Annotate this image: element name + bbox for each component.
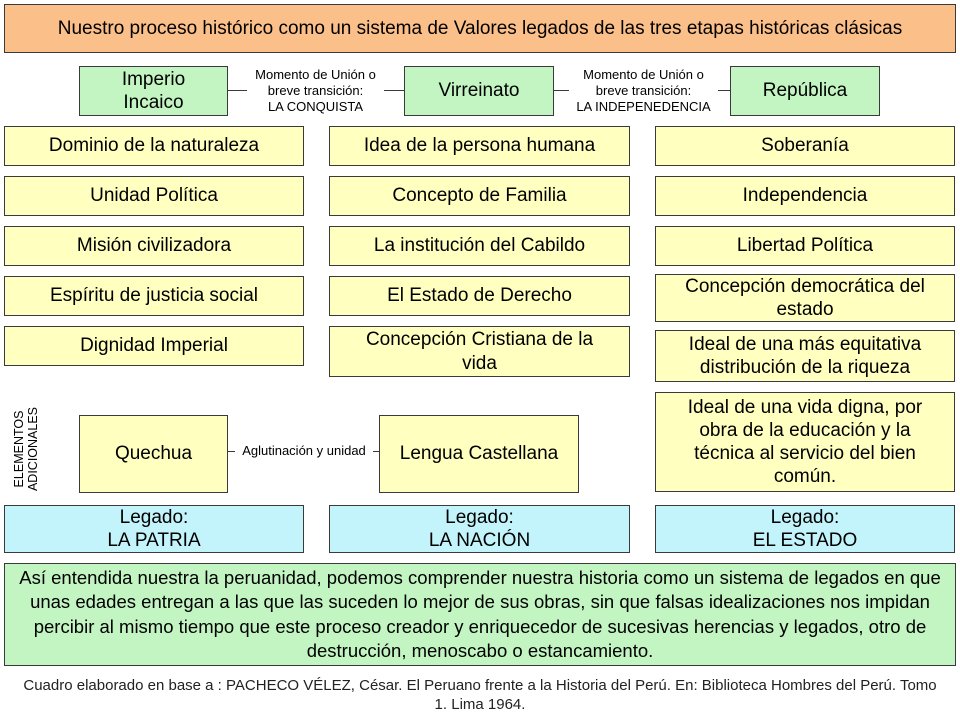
value-box-republica — [655, 392, 955, 492]
value-text: Dominio de la naturaleza — [48, 135, 260, 157]
stage-label: Virreinato — [438, 80, 520, 102]
conclusion-box — [4, 563, 956, 666]
value-box-incaico — [4, 126, 304, 166]
value-text: El Estado de Derecho — [387, 285, 572, 307]
additional-label-line: ELEMENTOS — [12, 410, 26, 488]
transition-line: breve transición: — [267, 83, 364, 99]
value-text: Concepción democrática del estado — [685, 275, 925, 320]
additional-label-line: ADICIONALES — [26, 406, 41, 492]
value-box-virreinato — [329, 326, 630, 377]
value-text: Ideal de una más equitativa distribución de la riqueza — [688, 333, 922, 378]
value-text: Dignidad Imperial — [80, 335, 228, 357]
legacy-patria — [4, 505, 304, 553]
legacy-nacion — [329, 505, 630, 553]
value-box-incaico — [4, 176, 304, 216]
value-box-virreinato — [329, 176, 630, 216]
legacy-value: LA PATRIA — [107, 530, 201, 551]
value-box-republica — [655, 226, 955, 266]
legacy-value: LA NACIÓN — [428, 530, 531, 551]
value-text: Unidad Política — [90, 185, 218, 207]
value-box-virreinato — [329, 276, 630, 316]
language-label: Quechua — [114, 443, 193, 465]
value-box-incaico — [4, 226, 304, 266]
legacy-label: Legado: — [119, 506, 189, 528]
language-quechua — [79, 415, 228, 493]
legacy-label: Legado: — [445, 506, 514, 528]
stage-imperio-incaico — [79, 66, 228, 116]
value-text: Independencia — [742, 185, 868, 207]
conclusion-text: Así entendida nuestra la peruanidad, podemos comprender nuestra historia como un sistema de legados en que unas edades entregan a las que las suceden lo mejor de sus obras, sin que falsas idealizaciones nos impidan percibir al mismo tiempo que este proceso creador y enriquecedor de sucesivas herencias y legados, otro de destrucción, menoscabo o estancamiento. — [19, 567, 941, 661]
value-text: Misión civilizadora — [76, 235, 232, 257]
value-text: Libertad Política — [736, 235, 874, 257]
value-box-republica — [655, 330, 955, 382]
language-label: Lengua Castellana — [399, 443, 559, 465]
legacy-label: Legado: — [770, 506, 840, 528]
legacy-estado — [655, 505, 955, 553]
transition-independencia — [569, 66, 718, 116]
value-text: Espíritu de justicia social — [49, 285, 259, 307]
value-text: Soberanía — [761, 135, 849, 157]
value-box-republica — [655, 274, 955, 322]
value-box-incaico — [4, 276, 304, 316]
legacy-value: EL ESTADO — [752, 530, 858, 551]
value-text: Concepción Cristiana de la vida — [365, 329, 594, 374]
connector-aglutinacion — [235, 442, 373, 460]
value-box-virreinato — [329, 226, 630, 266]
transition-conquista — [247, 66, 384, 116]
diagram-title-text: Nuestro proceso histórico como un sistema de Valores legados de las tres etapas históricas clásicas — [57, 17, 903, 39]
value-box-incaico — [4, 326, 304, 366]
value-text: La institución del Cabildo — [373, 235, 586, 257]
value-text: Ideal de una vida digna, por obra de la educación y la técnica al servicio del bien común. — [687, 396, 923, 488]
stage-label: República — [762, 80, 848, 102]
source-caption — [20, 677, 940, 715]
additional-elements-label — [12, 401, 44, 497]
transition-line: Momento de Unión o — [255, 67, 376, 83]
diagram-title — [4, 4, 956, 53]
transition-line: LA INDEPENEDENCIA — [576, 98, 711, 114]
source-text: Cuadro elaborado en base a : PACHECO VÉLEZ, César. El Peruano frente a la Historia del Perú. En: Biblioteca Hombres del Perú. Tomo 1. Lima 1964. — [23, 677, 937, 713]
language-castellana — [379, 415, 579, 493]
value-box-republica — [655, 176, 955, 216]
transition-line: Momento de Unión o — [583, 67, 704, 83]
connector-label: Aglutinación y unidad — [242, 443, 366, 459]
stage-virreinato — [404, 66, 554, 116]
transition-line: LA CONQUISTA — [267, 98, 364, 114]
stage-label: Imperio Incaico — [121, 68, 186, 113]
value-box-virreinato — [329, 126, 630, 166]
value-text: Idea de la persona humana — [363, 135, 596, 157]
value-text: Concepto de Familia — [392, 185, 567, 207]
transition-line: breve transición: — [595, 83, 692, 99]
stage-republica — [730, 66, 880, 116]
value-box-republica — [655, 126, 955, 166]
